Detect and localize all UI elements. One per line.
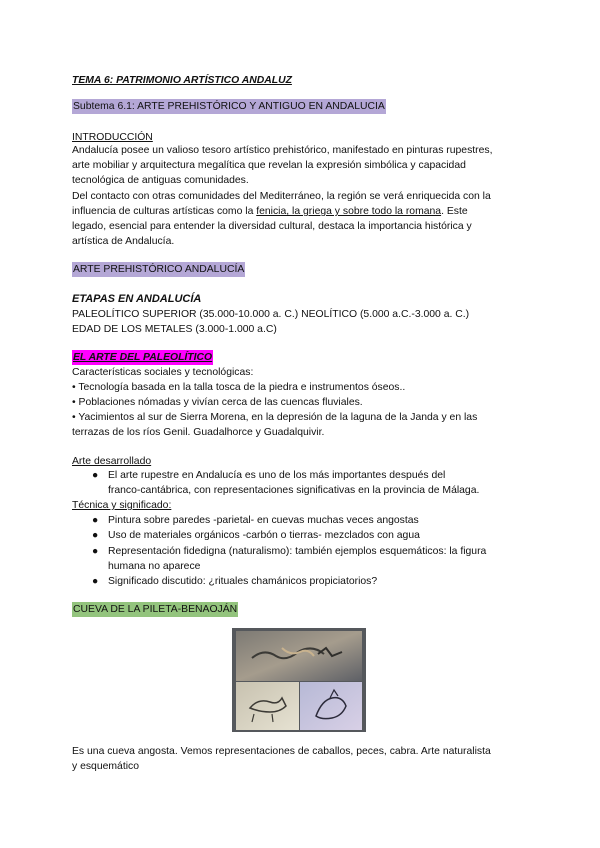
- tecnica-heading: Técnica y significado:: [72, 500, 172, 511]
- cultures-link-text: fenicia, la griega y sobre todo la romana: [256, 206, 442, 217]
- bullet-icon: ●: [92, 515, 99, 526]
- cueva-heading: [72, 603, 238, 616]
- list-item-text: Uso de materiales orgánicos -carbón o tierras- mezclados con agua: [108, 530, 420, 541]
- page-title: TEMA 6: PATRIMONIO ARTÍSTICO ANDALUZ: [72, 75, 292, 86]
- cueva-caption-line: Es una cueva angosta. Vemos representaciones de caballos, peces, cabra. Arte naturalista: [72, 746, 491, 757]
- arte-prehistorico-heading: [72, 263, 245, 276]
- intro-heading: INTRODUCCIÓN: [72, 132, 153, 143]
- list-item-text: Significado discutido: ¿rituales chamánicos propiciatorios?: [108, 576, 378, 587]
- etapas-line: EDAD DE LOS METALES (3.000-1.000 a.C): [72, 324, 277, 335]
- list-item-text: Pintura sobre paredes -parietal- en cuevas muchas veces angostas: [108, 515, 419, 526]
- list-item-continuation: franco-cantábrica, con representaciones significativas en la provincia de Málaga.: [108, 485, 480, 496]
- paleolitico-text: EL ARTE DEL PALEOLÍTICO: [73, 352, 213, 363]
- intro-line-pre: influencia de culturas artísticas como la: [72, 206, 257, 217]
- etapas-heading: ETAPAS EN ANDALUCÍA: [72, 293, 202, 305]
- cueva-caption-line: y esquemático: [72, 761, 139, 772]
- intro-line: tecnológica de antiguas comunidades.: [72, 175, 249, 186]
- intro-line: Andalucía posee un valioso tesoro artístico prehistórico, manifestado en pinturas rupestres,: [72, 145, 493, 156]
- paleolitico-line: Características sociales y tecnológicas:: [72, 367, 254, 378]
- subtema-heading: [72, 100, 386, 113]
- paleolitico-heading: [72, 351, 213, 364]
- cueva-text: CUEVA DE LA PILETA-BENAOJÁN: [73, 604, 238, 615]
- bullet-icon: ●: [92, 530, 99, 541]
- intro-line: artística de Andalucía.: [72, 236, 175, 247]
- intro-line: legado, esencial para entender la diversidad cultural, destaca la importancia histórica y: [72, 221, 472, 232]
- intro-line: arte mobiliar y arquitectura megalítica que revelan la expresión simbólica y capacidad: [72, 160, 466, 171]
- intro-line: [72, 205, 468, 218]
- cave-paintings-image: [232, 628, 366, 732]
- list-item-text: El arte rupestre en Andalucía es uno de los más importantes después del: [108, 470, 446, 481]
- paleolitico-line: • Yacimientos al sur de Sierra Morena, en la depresión de la laguna de la Janda y en las: [72, 412, 478, 423]
- list-item-continuation: humana no aparece: [108, 561, 201, 572]
- arte-desarrollado-heading: Arte desarrollado: [72, 456, 152, 467]
- subtema-text: Subtema 6.1: ARTE PREHISTÓRICO Y ANTIGUO EN ANDALUCIA: [73, 101, 385, 112]
- paleolitico-line: • Poblaciones nómadas y vivían cerca de las cuencas fluviales.: [72, 397, 363, 408]
- cave-paintings-photo: [232, 628, 366, 732]
- bullet-icon: ●: [92, 470, 99, 481]
- bullet-icon: ●: [92, 576, 99, 587]
- paleolitico-line: terrazas de los ríos Genil. Guadalhorce y Guadalquivir.: [72, 427, 325, 438]
- intro-line-post: . Este: [441, 206, 468, 217]
- bullet-icon: ●: [92, 546, 99, 557]
- list-item-text: Representación fidedigna (naturalismo): también ejemplos esquemáticos: la figura: [108, 546, 487, 557]
- paleolitico-line: • Tecnología basada en la talla tosca de la piedra e instrumentos óseos..: [72, 382, 406, 393]
- arte-prehistorico-text: ARTE PREHISTÓRICO ANDALUCÍA: [73, 264, 245, 275]
- intro-line: Del contacto con otras comunidades del Mediterráneo, la región se verá enriquecida con la: [72, 191, 491, 202]
- etapas-line: PALEOLÍTICO SUPERIOR (35.000-10.000 a. C.) NEOLÍTICO (5.000 a.C.-3.000 a. C.): [72, 309, 470, 320]
